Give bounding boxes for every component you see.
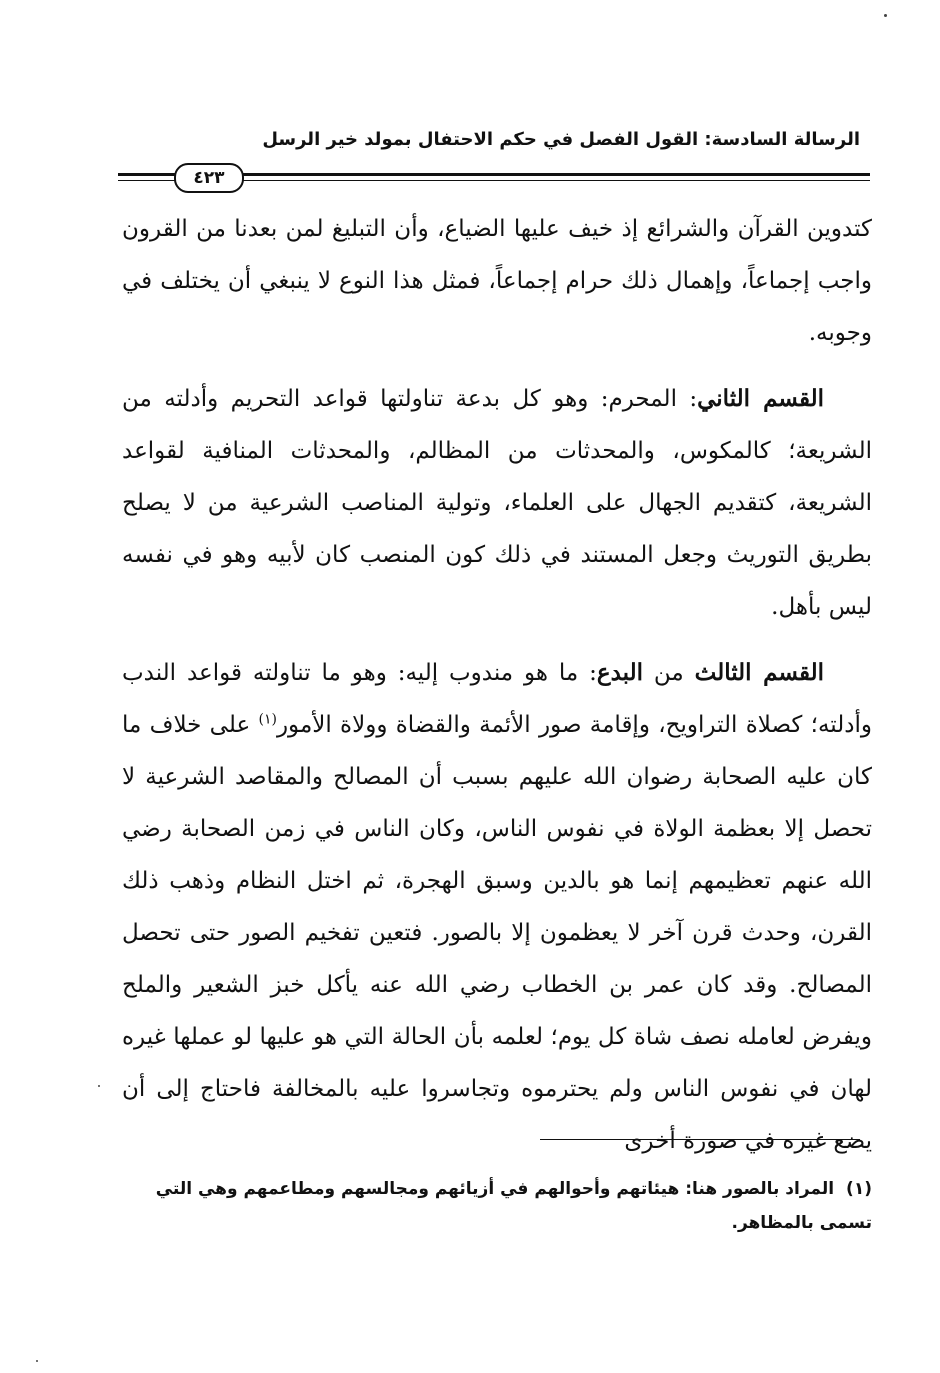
scan-speck: [98, 1085, 100, 1087]
header-rule-right-thin: [242, 180, 870, 181]
section-heading-third: القسم الثالث: [694, 659, 825, 686]
paragraph-3-text-b: : ما هو مندوب إليه: وهو ما تناولته قواعد الندب وأدلته؛ كصلاة التراويح، وإقامة صور الأئمة والقضاة وولاة الأمور: [122, 660, 872, 738]
header-rule-left-thick: [118, 173, 176, 176]
paragraph-3-text-a: من: [643, 660, 695, 686]
section-heading-innovations: البدع: [596, 659, 644, 686]
header-rule-left-thin: [118, 180, 176, 181]
footnote-text: المراد بالصور هنا: هيئاتهم وأحوالهم في أزيائهم ومجالسهم ومطاعمهم وهي التي تسمى بالمظاهر.: [155, 1179, 872, 1233]
body-text: [122, 203, 872, 1167]
footnote-number: (١): [846, 1179, 872, 1199]
running-header: الرسالة السادسة: القول الفصل في حكم الاحتفال بمولد خير الرسل: [262, 129, 860, 150]
scan-speck: [884, 14, 887, 17]
paragraph-2-text: : المحرم: وهو كل بدعة تناولتها قواعد التحريم وأدلته من الشريعة؛ كالمكوس، والمحدثات من المظالم، والمحدثات المنافية لقواعد الشريعة، كتقديم الجهال على العلماء، وتولية المناصب الشرعية من لا يصلح بطريق التوريث وجعل المستند في ذلك كون المنصب كان لأبيه وهو في نفسه ليس بأهل.: [122, 386, 872, 620]
paragraph-3-text-c: على خلاف ما كان عليه الصحابة رضوان الله عليهم بسبب أن المصالح والمقاصد الشرعية لا تحصل إلا بعظمة الولاة في نفوس الناس، وكان الناس في زمن الصحابة رضي الله عنهم تعظيمهم إنما هو بالدين وسبق الهجرة، ثم اختل النظام وذهب ذلك القرن، وحدث قرن آخر لا يعظمون إلا بالصور. فتعين تفخيم الصور حتى تحصل المصالح. وقد كان عمر بن الخطاب رضي الله عنه يأكل خبز الشعير والملح ويفرض لعامله نصف شاة كل يوم؛ لعلمه بأن الحالة التي هو عليها لو عملها غيره لهان في نفوس الناس ولم يحترموه وتجاسروا عليه بالمخالفة فاحتاج إلى أن يضع غيره في صورة أخرى: [122, 712, 872, 1154]
paragraph-1-text: كتدوين القرآن والشرائع إذ خيف عليها الضياع، وأن التبليغ لمن بعدنا من القرون واجب إجماعاً، وإهمال ذلك حرام إجماعاً، فمثل هذا النوع لا ينبغي أن يختلف في وجوبه.: [122, 216, 872, 346]
paragraph-2: [122, 373, 872, 633]
paragraph-3: [122, 647, 872, 1167]
header-rule: [118, 163, 870, 191]
footnote: [122, 1172, 872, 1240]
section-heading-second: القسم الثاني: [697, 385, 824, 412]
paragraph-1: [122, 203, 872, 359]
footnote-reference: (١): [258, 711, 277, 728]
header-rule-right-thick: [242, 173, 870, 176]
page-number: ٤٢٣: [174, 163, 244, 193]
footnote-separator: [540, 1139, 860, 1140]
scan-speck: [36, 1360, 38, 1362]
